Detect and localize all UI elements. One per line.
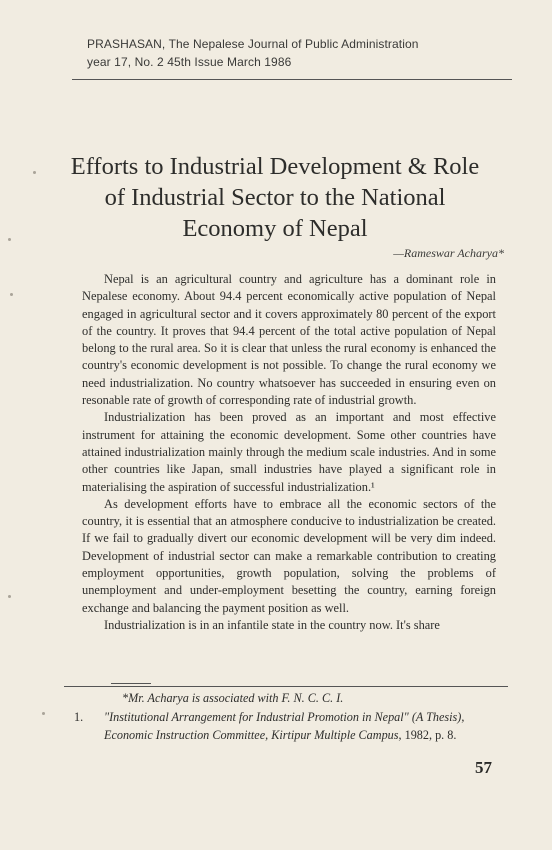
article-title-line-3: Economy of Nepal (182, 215, 368, 242)
journal-header-line-1: PRASHASAN, The Nepalese Journal of Public Administration (87, 37, 419, 51)
paper-speck (8, 238, 11, 241)
article-title-line-2: of Industrial Sector to the National (104, 184, 446, 211)
reference-year-page: 1982, p. 8. (401, 728, 457, 742)
paragraph-3: As development efforts have to embrace all the economic sectors of the country, it is essential that an atmosphere conducive to industrialization be created. If we fail to gradually divert our economic development will be very dim indeed. Development of industrial sector can make a remarkable contribution to creating employment opportunities, growth population, solving the problems of unemployment and under-employment besetting the country, earning foreign exchange and balancing the payment position as well. (82, 496, 496, 615)
author-affiliation-footnote: *Mr. Acharya is associated with F. N. C. C. I. (122, 691, 344, 705)
reference-citation: "Institutional Arrangement for Industrial Promotion in Nepal" (A Thesis), Economic Instruction Committee, Kirtipur Multiple Campus, (104, 709, 465, 742)
footnote-rule (64, 686, 508, 687)
author-byline: —Rameswar Acharya* (393, 246, 504, 260)
reference-footnote-1 (62, 708, 502, 745)
paper-speck (33, 171, 36, 174)
paper-speck (8, 595, 11, 598)
article-body (82, 271, 496, 634)
article-title-line-1: Efforts to Industrial Development & Role (70, 153, 480, 180)
paper-speck (42, 712, 45, 715)
paragraph-2: Industrialization has been proved as an important and most effective instrument for attaining the economic development. Some other countries have attained industrialization mainly through the medium scale industries. And in some other countries like Japan, small industries have played a significant role in materialising the aspiration of successful industrialization.¹ (82, 410, 496, 494)
header-rule (72, 79, 512, 80)
footnote-number: 1. (74, 709, 84, 724)
paragraph-4: Industrialization is in an infantile state in the country now. It's share (104, 617, 440, 632)
footnote-rule-short (111, 683, 151, 684)
page-number: 57 (475, 758, 492, 777)
footnotes (62, 689, 502, 745)
article-title (60, 151, 490, 244)
paragraph-1: Nepal is an agricultural country and agriculture has a dominant role in Nepalese economy. About 94.4 percent economically active population of Nepal engaged in agricultural sector and it covers approximately 80 percent of the export of the country. It proves that 94.4 percent of the total active population of Nepal belong to the rural area. So it is clear that unless the rural economy is enhanced the country's economic development is not possible. To change the rural economy we need industrialization. No country whatsoever has succeeded in ensuring even on resonable rate of growth of corresponding rate of industrial growth. (82, 272, 496, 408)
journal-header-line-2: year 17, No. 2 45th Issue March 1986 (87, 55, 292, 69)
paper-speck (10, 293, 13, 296)
journal-header (87, 35, 507, 71)
